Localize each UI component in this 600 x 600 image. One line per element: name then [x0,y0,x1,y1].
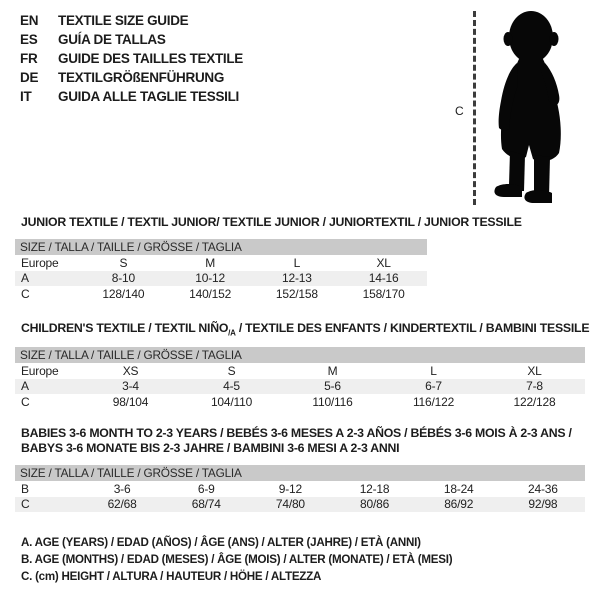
baby-silhouette-icon [484,9,576,206]
babies-size-table [15,465,585,512]
junior-size-table [15,239,427,302]
language-code: ES [20,32,38,47]
babies-title-line2: BABYS 3-6 MONATE BIS 2-3 JAHRE / BAMBINI 3-6 MESI A 2-3 ANNI [21,441,400,455]
babies-title-line1: BABIES 3-6 MONTH TO 2-3 YEARS / BEBÉS 3-6 MESES A 2-3 AÑOS / BÉBÉS 3-6 MOIS À 2-3 ANS / [21,426,572,440]
table-cell: 68/74 [164,497,248,513]
language-label: GUIDA ALLE TAGLIE TESSILI [58,89,239,104]
language-code: FR [20,51,38,66]
table-cell: 14-16 [340,271,427,287]
language-code: DE [20,70,39,85]
language-row [20,68,243,87]
table-cell: 98/104 [112,394,149,409]
table-cell: 122/128 [513,394,556,409]
children-size-table [15,347,585,410]
table-cell: 86/92 [417,497,501,513]
table-row [15,394,585,410]
table-cell: Europe [21,255,59,270]
language-code: EN [20,13,39,28]
table-cell: S [227,363,236,378]
language-row [20,87,243,106]
table-cell: L [430,363,437,378]
legend-line-a: A. AGE (YEARS) / EDAD (AÑOS) / ÂGE (ANS) / ALTER (JAHRE) / ETÀ (ANNI) [21,536,421,549]
legend-line-b: B. AGE (MONTHS) / EDAD (MESES) / ÂGE (MOIS) / ALTER (MONATE) / ETÀ (MESI) [21,553,453,566]
table-cell: M [205,255,216,270]
table-row [15,379,585,395]
children-section-title [21,321,589,340]
table-cell: 6-7 [383,379,484,395]
legend [21,534,452,585]
table-cell: 116/122 [412,394,455,409]
junior-section-title: JUNIOR TEXTILE / TEXTIL JUNIOR/ TEXTILE JUNIOR / JUNIORTEXTIL / JUNIOR TESSILE [21,215,522,229]
children-title-post: / TEXTILE DES ENFANTS / KINDERTEXTIL / BAMBINI TESSILE [235,321,590,335]
language-row [20,49,243,68]
table-cell: 158/170 [362,286,405,301]
table-cell: 74/80 [248,497,332,513]
table-cell: 10-12 [167,271,254,287]
table-cell: 62/68 [80,497,164,513]
language-label: TEXTILE SIZE GUIDE [58,13,189,28]
height-measure-line [473,11,476,205]
table-cell: 110/116 [312,394,353,409]
table-row [15,497,585,513]
size-header-label: SIZE / TALLA / TAILLE / GRÖSSE / TAGLIA [15,239,427,255]
children-title-sub: /A [228,328,236,338]
table-cell: 140/152 [189,286,232,301]
table-cell: 12-13 [254,271,341,287]
table-cell: B [21,481,29,496]
table-cell: M [327,363,338,378]
table-cell: 6-9 [197,481,215,496]
language-label: TEXTILGRÖßENFÜHRUNG [58,70,225,85]
children-title-pre: CHILDREN'S TEXTILE / TEXTIL NIÑO [21,321,229,335]
table-cell: 24-36 [528,481,558,496]
table-cell: C [21,394,30,409]
table-cell: XL [527,363,542,378]
table-row [15,481,585,497]
table-row [15,255,427,271]
table-cell: 104/110 [210,394,253,409]
table-cell: 92/98 [501,497,585,513]
table-cell: 4-5 [181,379,282,395]
table-cell: 12-18 [359,481,390,496]
table-cell: A [15,271,80,287]
language-label: GUÍA DE TALLAS [58,32,166,47]
legend-line-c: C. (cm) HEIGHT / ALTURA / HAUTEUR / HÖHE / ALTEZZA [21,570,322,583]
table-cell: C [15,497,80,513]
table-cell: XL [376,255,391,270]
table-cell: 128/140 [102,286,145,301]
language-row [20,30,243,49]
table-cell: 7-8 [484,379,585,395]
table-cell: L [293,255,301,270]
language-row [20,11,243,30]
table-cell: 152/158 [275,286,318,301]
language-list [20,11,243,106]
table-cell: C [21,286,30,301]
table-cell: Europe [21,363,59,378]
table-cell: 3-4 [80,379,181,395]
size-header-label: SIZE / TALLA / TAILLE / GRÖSSE / TAGLIA [15,347,585,363]
table-row [15,363,585,379]
size-header-label: SIZE / TALLA / TAILLE / GRÖSSE / TAGLIA [15,465,585,481]
size-header-row [15,465,585,481]
babies-section-title [21,426,572,456]
table-cell: 3-6 [113,481,131,496]
table-cell: S [119,255,128,270]
table-cell: A [15,379,80,395]
table-cell: 80/86 [332,497,416,513]
table-cell: XS [122,363,139,378]
language-code: IT [20,89,32,104]
table-cell: 8-10 [80,271,167,287]
language-label: GUIDE DES TAILLES TEXTILE [58,51,244,66]
table-cell: 5-6 [282,379,383,395]
table-row [15,271,427,287]
size-header-row [15,347,585,363]
table-cell: 9-12 [278,481,302,496]
table-cell: 18-24 [443,481,474,496]
size-header-row [15,239,427,255]
height-measure-label: C [455,104,464,118]
table-row [15,286,427,302]
